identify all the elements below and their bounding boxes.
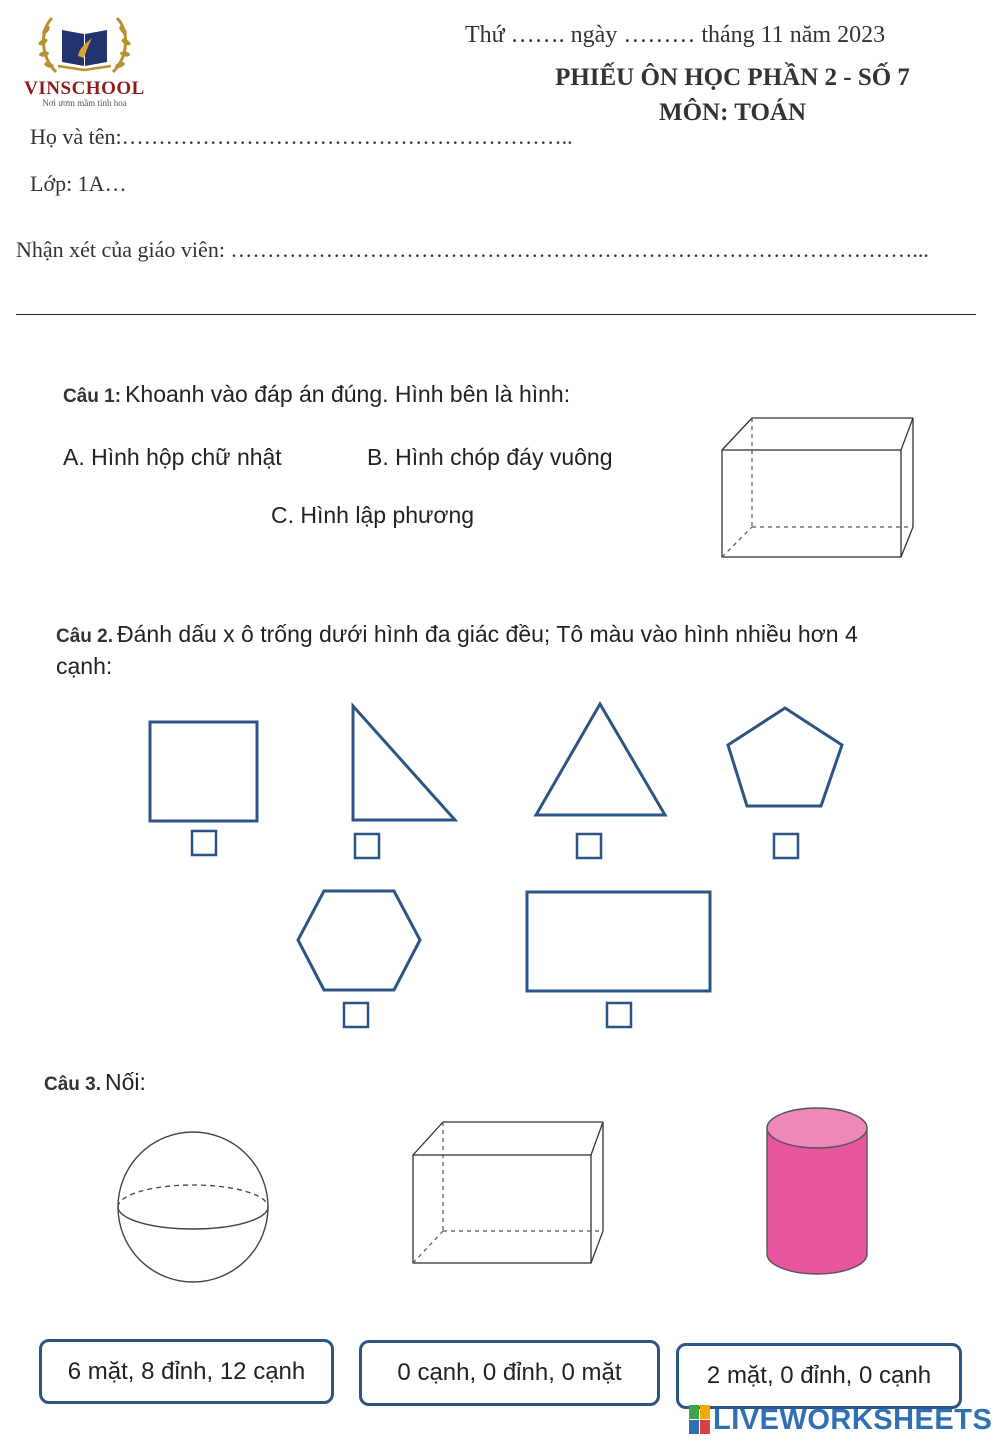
hexagon-checkbox[interactable] (344, 1003, 368, 1027)
q2-prompt-line2: cạnh: (56, 653, 113, 679)
logo-brand: VINSCHOOL (24, 78, 145, 99)
q2-heading (56, 621, 858, 648)
answer-box-2[interactable]: 0 cạnh, 0 đỉnh, 0 mặt (359, 1340, 660, 1406)
cuboid-figure[interactable] (409, 1118, 609, 1268)
liveworksheets-watermark (689, 1404, 992, 1436)
q1-option-b[interactable]: B. Hình chóp đáy vuông (367, 444, 613, 470)
q1-heading (63, 381, 570, 408)
sphere-figure[interactable] (113, 1128, 273, 1288)
logo (22, 8, 147, 110)
rectangle-shape[interactable] (527, 892, 710, 991)
rectangle-checkbox[interactable] (607, 1003, 631, 1027)
q2-prompt-line1: Đánh dấu x ô trống dưới hình đa giác đều; Tô màu vào hình nhiều hơn 4 (117, 621, 858, 647)
watermark-text: LIVEWORKSHEETS (713, 1403, 993, 1436)
equilateral-triangle-checkbox[interactable] (577, 834, 601, 858)
worksheet-title: PHIẾU ÔN HỌC PHẦN 2 - SỐ 7 (555, 64, 910, 91)
subject-title: MÔN: TOÁN (659, 99, 806, 126)
square-shape[interactable] (150, 722, 257, 821)
q3-heading (44, 1069, 146, 1096)
q1-cuboid-figure (718, 414, 918, 564)
pentagon-checkbox[interactable] (774, 834, 798, 858)
q1-option-a[interactable]: A. Hình hộp chữ nhật (63, 444, 282, 470)
student-name-line: Họ và tên:…………………………………………………….. (30, 124, 573, 149)
equilateral-triangle-shape[interactable] (536, 704, 665, 815)
q3-label: Câu 3. (44, 1074, 102, 1095)
q1-label: Câu 1: (63, 386, 122, 407)
q3-prompt: Nối: (105, 1069, 146, 1095)
q2-shapes (0, 700, 1000, 1040)
q1-option-c[interactable]: C. Hình lập phương (271, 502, 475, 528)
cylinder-figure[interactable] (762, 1104, 872, 1284)
answer-box-3[interactable]: 2 mặt, 0 đỉnh, 0 cạnh (676, 1343, 962, 1409)
square-checkbox[interactable] (192, 831, 216, 855)
liveworksheets-logo-icon (689, 1405, 711, 1435)
teacher-comment-line: Nhận xét của giáo viên: …………………………………………………………………………………... (16, 237, 929, 262)
book-laurel-icon (22, 8, 147, 83)
hexagon-shape[interactable] (298, 891, 420, 990)
answer-box-1[interactable]: 6 mặt, 8 đỉnh, 12 cạnh (39, 1339, 334, 1404)
pentagon-shape[interactable] (728, 708, 842, 806)
date-line: Thứ ……. ngày ……… tháng 11 năm 2023 (465, 22, 886, 48)
right-triangle-shape[interactable] (353, 706, 455, 820)
logo-tagline: Nơi ươm mầm tinh hoa (42, 98, 127, 108)
q2-label: Câu 2. (56, 626, 114, 647)
class-line: Lớp: 1A… (30, 171, 127, 196)
right-triangle-checkbox[interactable] (355, 834, 379, 858)
q1-prompt: Khoanh vào đáp án đúng. Hình bên là hình: (125, 381, 571, 407)
divider (16, 314, 976, 315)
